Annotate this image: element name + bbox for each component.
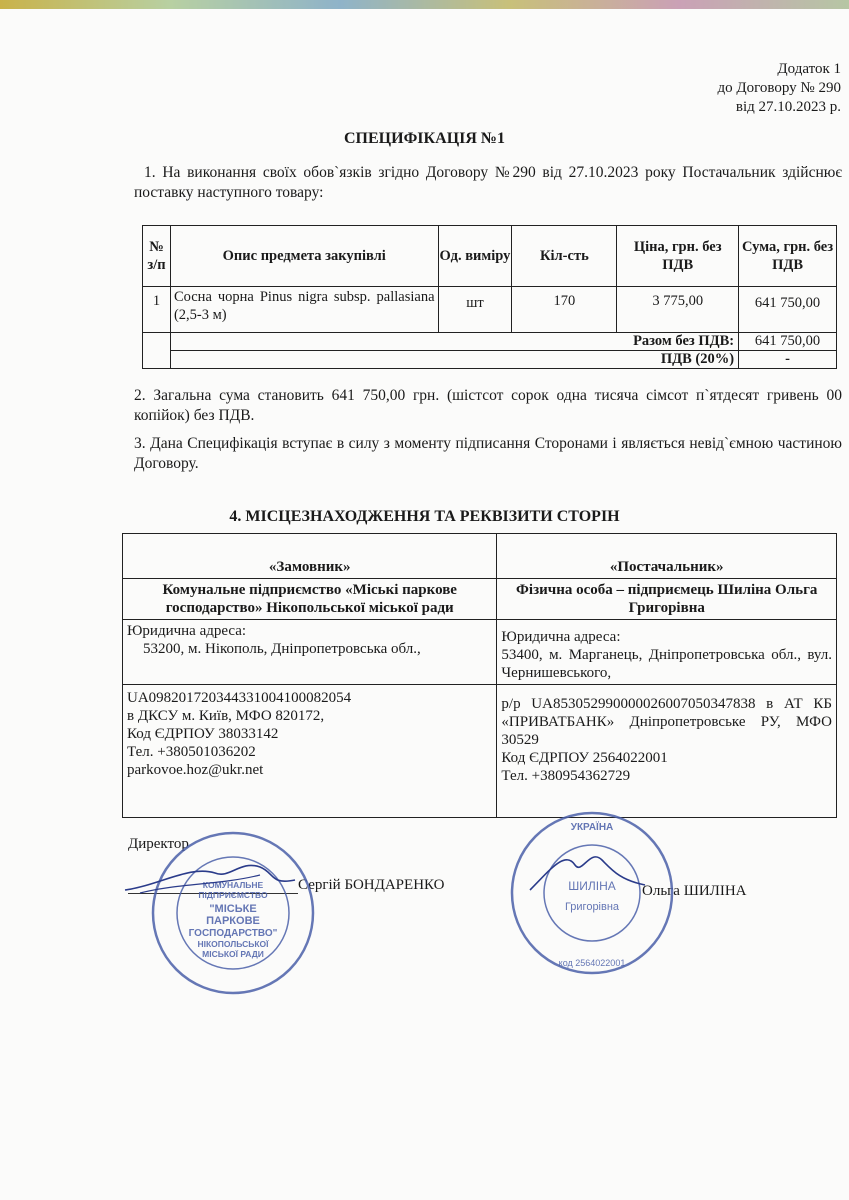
row-unit: шт	[438, 287, 512, 333]
header-sum: Сума, грн. без ПДВ	[739, 226, 837, 287]
header-quantity: Кіл-сть	[512, 226, 617, 287]
section-title: 4. МІСЦЕЗНАХОДЖЕННЯ ТА РЕКВІЗИТИ СТОРІН	[229, 508, 620, 525]
supplier-account: р/р UA853052990000026007050347838 в АТ КБ «ПРИВАТБАНК» Дніпропетровське РУ, МФО 30529	[501, 696, 832, 748]
signature-position: Директор	[128, 836, 189, 852]
supplier-code: Код ЄДРПОУ 2564022001	[501, 750, 668, 766]
customer-email: parkovoe.hoz@ukr.net	[127, 762, 264, 778]
total-label: Разом без ПДВ:	[170, 333, 738, 351]
row-sum: 641 750,00	[739, 287, 837, 333]
name-row	[123, 579, 837, 620]
left-signatory-name: Сергій БОНДАРЕНКО	[298, 877, 445, 893]
paragraph-1: 1. На виконання своїх обов`язків згідно Договору №290 від 27.10.2023 року Постачальник здійснює поставку наступного товару:	[134, 164, 842, 201]
row-quantity: 170	[512, 287, 617, 333]
customer-signature	[120, 855, 310, 900]
right-signatory-name: Ольга ШИЛІНА	[642, 883, 747, 899]
customer-address: 53200, м. Нікополь, Дніпропетровська обл.,	[143, 641, 421, 657]
customer-bank: в ДКСУ м. Київ, МФО 820172,	[127, 708, 325, 724]
bank-row	[123, 685, 837, 818]
supplier-role: «Постачальник»	[497, 534, 837, 579]
address-row	[123, 620, 837, 685]
header-num: № з/п	[143, 226, 171, 287]
header-price: Ціна, грн. без ПДВ	[617, 226, 739, 287]
total-row	[143, 333, 837, 351]
vat-row	[143, 351, 837, 369]
header-unit: Од. виміру	[438, 226, 512, 287]
row-price: 3 775,00	[617, 287, 739, 333]
supplier-bank-cell	[497, 685, 837, 818]
row-num: 1	[143, 287, 171, 333]
paragraph-3: 3. Дана Специфікація вступає в силу з моменту підписання Сторонами і являється невід`ємною частиною Договору.	[134, 435, 842, 472]
customer-address-cell	[123, 620, 497, 685]
customer-phone: Тел. +380501036202	[127, 744, 256, 760]
vat-value: -	[739, 351, 837, 369]
svg-text:код 2564022001: код 2564022001	[558, 958, 626, 968]
customer-stamp	[148, 828, 318, 998]
customer-address-label: Юридична адреса:	[127, 623, 247, 639]
svg-text:ПІДПРИЄМСТВО: ПІДПРИЄМСТВО	[198, 890, 268, 900]
supplier-address-cell	[497, 620, 837, 685]
svg-text:МІСЬКОЇ РАДИ: МІСЬКОЇ РАДИ	[202, 949, 264, 959]
specification-table	[142, 225, 837, 369]
scan-top-band	[0, 0, 849, 9]
supplier-address: 53400, м. Марганець, Дніпропетровська обл., вул. Чернишевського,	[501, 647, 832, 681]
customer-role: «Замовник»	[123, 534, 497, 579]
row-description: Сосна чорна Pinus nigra subsp. pallasiana (2,5-3 м)	[170, 287, 438, 333]
svg-text:ШИЛІНА: ШИЛІНА	[568, 879, 616, 893]
customer-code: Код ЄДРПОУ 38033142	[127, 726, 279, 742]
header-description: Опис предмета закупівлі	[170, 226, 438, 287]
supplier-name: Фізична особа – підприємець Шиліна Ольга Григорівна	[497, 579, 837, 620]
customer-name: Комунальне підприємство «Міські паркове господарство» Нікопольської міської ради	[123, 579, 497, 620]
role-row	[123, 534, 837, 579]
supplier-signature	[520, 840, 660, 900]
empty-cell	[143, 333, 171, 369]
svg-text:ГОСПОДАРСТВО": ГОСПОДАРСТВО"	[188, 928, 278, 939]
svg-text:КОМУНАЛЬНЕ: КОМУНАЛЬНЕ	[202, 880, 264, 890]
svg-text:ПАРКОВЕ: ПАРКОВЕ	[206, 915, 260, 927]
table-row	[143, 287, 837, 333]
svg-text:НІКОПОЛЬСЬКОЇ: НІКОПОЛЬСЬКОЇ	[197, 939, 269, 949]
annex-line-2: до Договору № 290	[717, 80, 841, 96]
svg-text:Григорівна: Григорівна	[564, 901, 620, 913]
requisites-table	[122, 533, 837, 818]
spec-header-row	[143, 226, 837, 287]
customer-bank-cell	[123, 685, 497, 818]
annex-line-1: Додаток 1	[777, 61, 841, 77]
supplier-address-label: Юридична адреса:	[501, 629, 621, 645]
svg-text:"МІСЬКЕ: "МІСЬКЕ	[209, 903, 257, 915]
annex-header	[718, 60, 842, 117]
supplier-phone: Тел. +380954362729	[501, 768, 631, 784]
paragraph-2: 2. Загальна сума становить 641 750,00 грн. (шістсот сорок одна тисяча сімсот п`ятдесят гривень 00 копійок) без ПДВ.	[134, 387, 842, 424]
customer-iban: UA098201720344331004100082054	[127, 690, 352, 706]
total-value: 641 750,00	[739, 333, 837, 351]
annex-line-3: від 27.10.2023 р.	[735, 99, 841, 115]
svg-text:УКРАЇНА: УКРАЇНА	[570, 822, 614, 833]
document-title: СПЕЦИФІКАЦІЯ №1	[344, 130, 505, 147]
vat-label: ПДВ (20%)	[170, 351, 738, 369]
